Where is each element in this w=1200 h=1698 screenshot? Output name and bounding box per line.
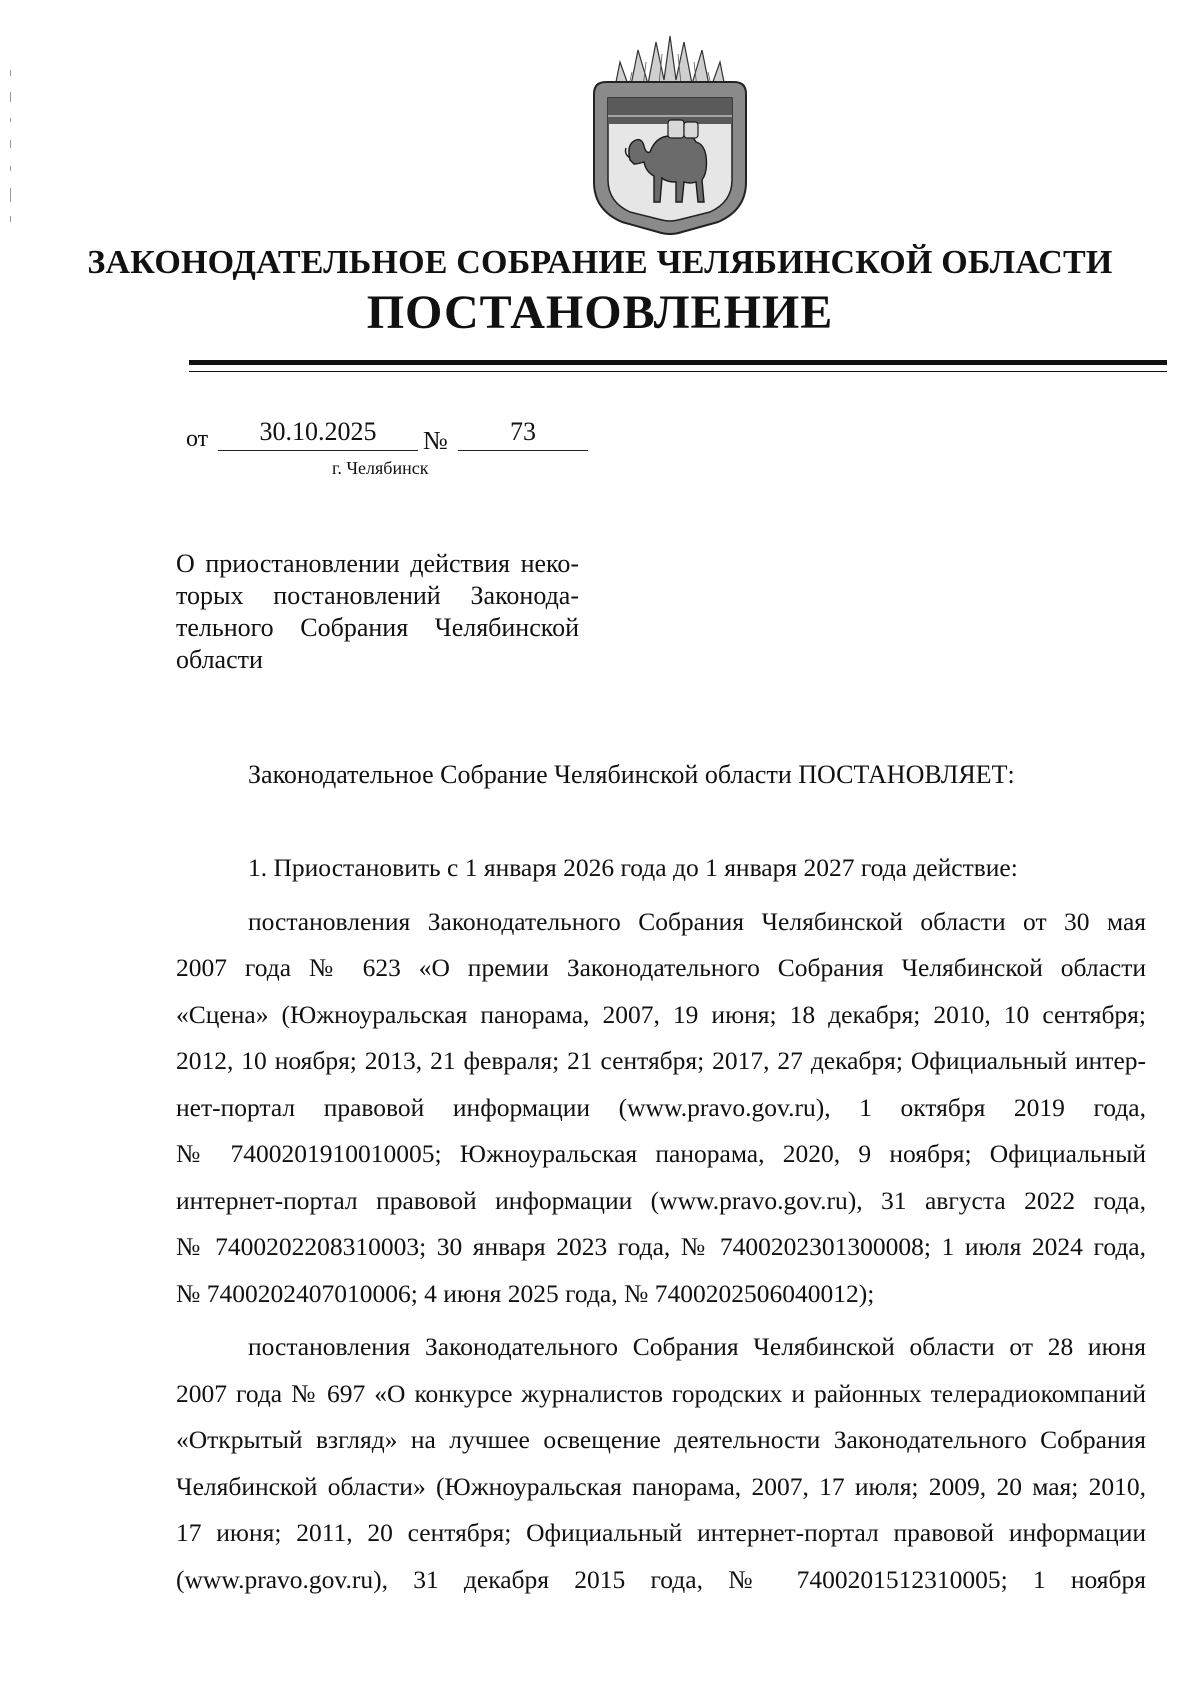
document-type-title: ПОСТАНОВЛЕНИЕ — [366, 286, 834, 339]
body-line: 17 июня; 2011, 20 сентября; Официальный интернет-портал правовой информации — [176, 1518, 1146, 1547]
subject-line: тельного Собрания Челябинской — [176, 613, 579, 642]
body-line: 2012, 10 ноября; 2013, 21 февраля; 21 сентября; 2017, 27 декабря; Официальный интер- — [176, 1046, 1146, 1075]
organization-name: ЗАКОНОДАТЕЛЬНОЕ СОБРАНИЕ ЧЕЛЯБИНСКОЙ ОБЛАСТИ — [87, 244, 1113, 281]
body-line: «Сцена» (Южноуральская панорама, 2007, 19 июня; 18 декабря; 2010, 10 сентября; — [176, 999, 1146, 1029]
body-line: 2007 года № 623 «О премии Законодательного Собрания Челябинской области — [176, 953, 1146, 982]
body-line: нет-портал правовой информации (www.pravo.gov.ru), 1 октября 2019 года, — [176, 1092, 1146, 1122]
document-number: 73 — [510, 417, 536, 446]
body-line: № 7400202208310003; 30 января 2023 года, № 7400202301300008; 1 июля 2024 года, — [176, 1232, 1146, 1261]
number-label: № — [423, 426, 448, 455]
paragraph-resolution-623 — [176, 899, 1146, 1318]
document-city: г. Челябинск — [332, 458, 429, 478]
number-underline — [458, 450, 588, 451]
body-line: постановления Законодательного Собрания Челябинской области от 28 июня — [248, 1332, 1146, 1361]
document-body — [176, 845, 1146, 1603]
item-1: 1. Приостановить с 1 января 2026 года до 1 января 2027 года действие: — [248, 853, 1018, 882]
body-line: «Открытый взгляд» на лучшее освещение деятельности Законодательного Собрания — [176, 1425, 1146, 1454]
date-underline — [218, 450, 418, 451]
subject-line: торых постановлений Законода- — [176, 581, 579, 610]
body-line: постановления Законодательного Собрания Челябинской области от 30 мая — [248, 906, 1146, 936]
document-meta — [0, 0, 1200, 480]
preamble: Законодательное Собрание Челябинской области ПОСТАНОВЛЯЕТ: — [248, 760, 1015, 789]
body-line: № 7400201910010005; Южноуральская панорама, 2020, 9 ноября; Официальный — [176, 1139, 1146, 1168]
date-label: от — [186, 426, 209, 452]
body-line: № 7400202407010006; 4 июня 2025 года, № 7400202506040012); — [176, 1278, 875, 1308]
body-line: Челябинской области» (Южноуральская панорама, 2007, 17 июля; 2009, 20 мая; 2010, — [176, 1471, 1146, 1501]
paragraph-resolution-697 — [176, 1324, 1146, 1603]
body-line: 2007 года № 697 «О конкурсе журналистов городских и районных телерадиокомпаний — [176, 1378, 1146, 1408]
document-subject — [176, 548, 579, 676]
body-line: интернет-портал правовой информации (www.pravo.gov.ru), 31 августа 2022 года, — [176, 1185, 1146, 1215]
subject-line: области — [176, 645, 263, 674]
body-line: (www.pravo.gov.ru), 31 декабря 2015 года, № 7400201512310005; 1 ноября — [176, 1564, 1146, 1594]
document-date: 30.10.2025 — [259, 417, 377, 446]
subject-line: О приостановлении действия неко- — [176, 549, 579, 578]
